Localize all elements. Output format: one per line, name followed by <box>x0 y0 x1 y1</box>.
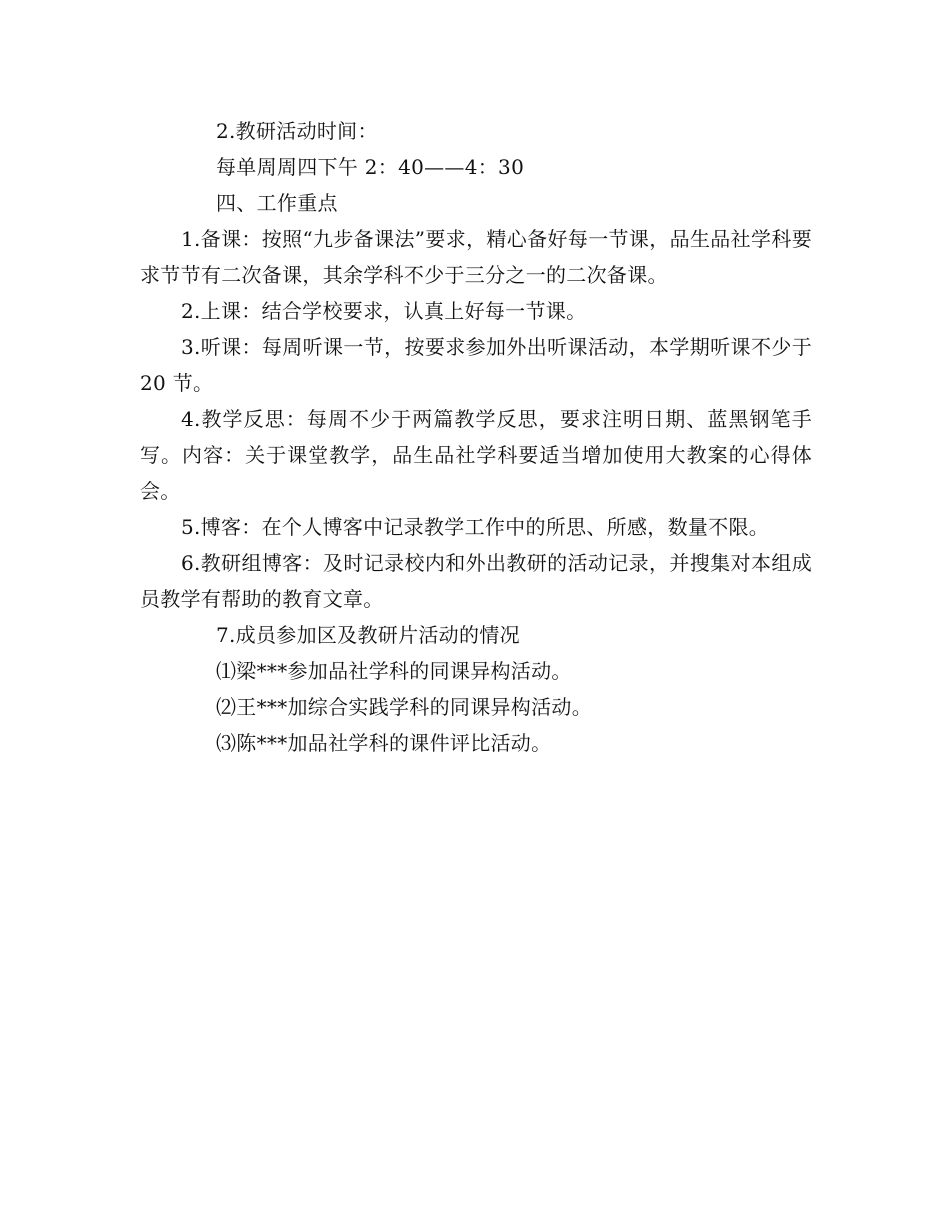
paragraph-teaching: 2.上课：结合学校要求，认真上好每一节课。 <box>181 299 587 323</box>
paragraph-reflection: 4.教学反思：每周不少于两篇教学反思，要求注明日期、蓝黑钢笔手写。内容：关于课堂教学，品生品社学科要适当增加使用大教案的心得体会。 <box>140 407 812 503</box>
paragraph-group-blog: 6.教研组博客：及时记录校内和外出教研的活动记录，并搜集对本组成员教学有帮助的教育文章。 <box>140 551 812 611</box>
paragraph-lesson-prep: 1.备课：按照“九步备课法”要求，精心备好每一节课，品生品社学科要求节节有二次备课，其余学科不少于三分之一的二次备课。 <box>140 227 812 287</box>
list-item-member-1: ⑴梁***参加品社学科的同课异构活动。 <box>216 659 572 683</box>
section-heading-work-focus: 四、工作重点 <box>216 191 338 215</box>
list-item-member-3: ⑶陈***加品社学科的课件评比活动。 <box>216 731 552 755</box>
document-body <box>140 113 812 761</box>
paragraph-blog: 5.博客：在个人博客中记录教学工作中的所思、所感，数量不限。 <box>181 515 770 539</box>
list-item-member-2: ⑵王***加综合实践学科的同课异构活动。 <box>216 695 592 719</box>
paragraph-member-activities: 7.成员参加区及教研片活动的情况 <box>216 623 520 647</box>
paragraph-activity-time-heading: 2.教研活动时间： <box>216 119 378 143</box>
paragraph-activity-time-value: 每单周周四下午 2：40——4：30 <box>216 155 525 179</box>
paragraph-observation: 3.听课：每周听课一节，按要求参加外出听课活动，本学期听课不少于 20 节。 <box>140 335 812 395</box>
